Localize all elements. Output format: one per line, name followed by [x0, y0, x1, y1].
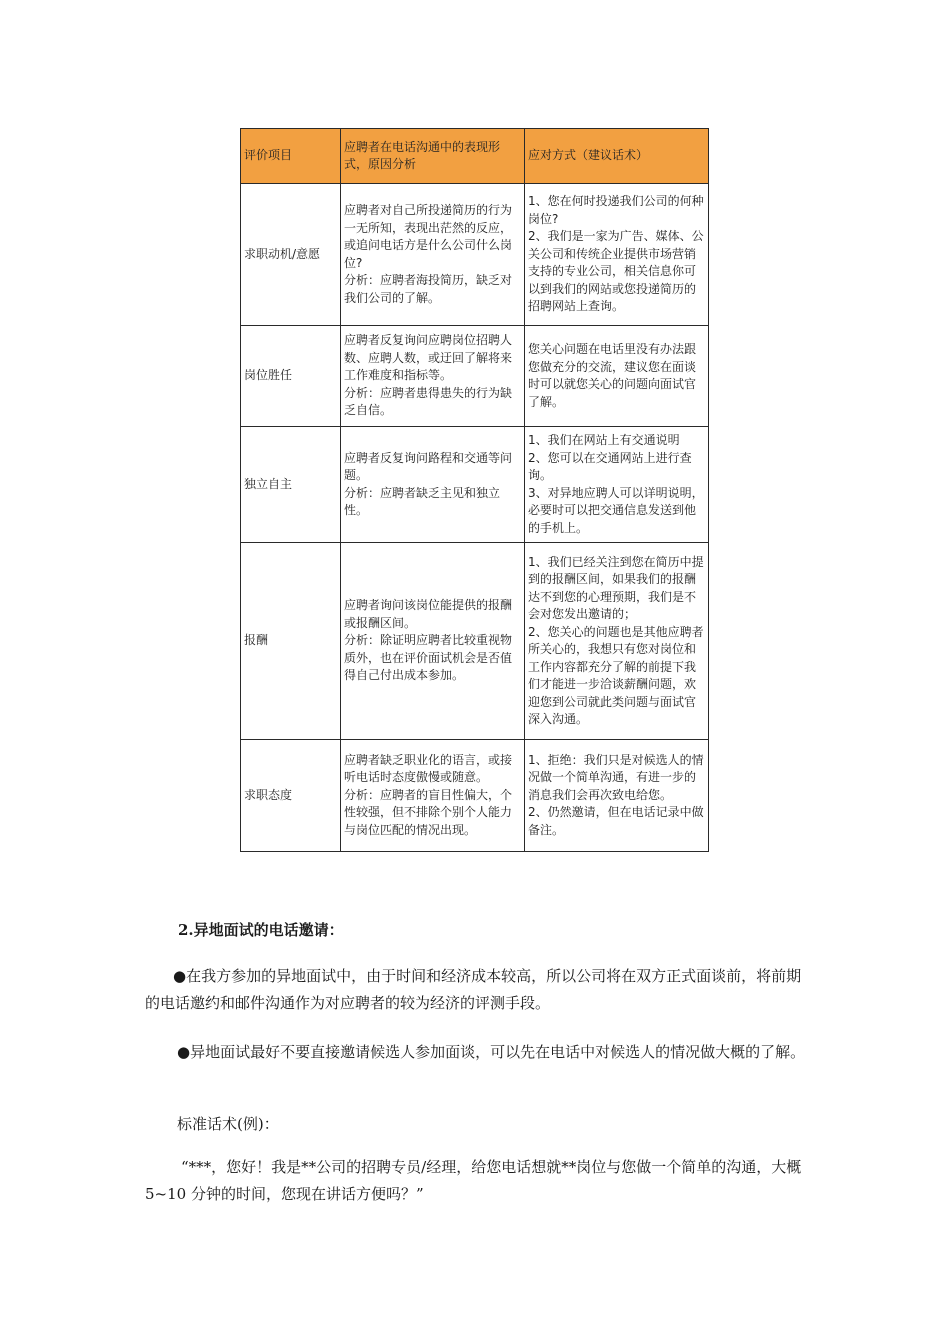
response-text: 1、我们已经关注到您在简历中提到的报酬区间，如果我们的报酬达不到您的心理预期，我们是不会对您发出邀请的；	[528, 554, 704, 621]
response-cell	[525, 543, 709, 740]
behavior-cell	[341, 427, 525, 543]
table-row	[241, 184, 709, 326]
table-row	[241, 326, 709, 427]
item-cell: 岗位胜任	[241, 326, 341, 427]
table-row	[241, 740, 709, 852]
behavior-text: 应聘者反复询问应聘岗位招聘人数、应聘人数，或迂回了解将来工作难度和指标等。	[344, 333, 513, 383]
response-cell	[525, 427, 709, 543]
behavior-cell	[341, 740, 525, 852]
bullet-paragraph: ●异地面试最好不要直接邀请候选人参加面谈，可以先在电话中对候选人的情况做大概的了解。	[177, 1043, 806, 1061]
behavior-cell	[341, 326, 525, 427]
item-cell: 独立自主	[241, 427, 341, 543]
item-cell: 求职态度	[241, 740, 341, 852]
behavior-text: 应聘者询问该岗位能提供的报酬或报酬区间。	[344, 598, 513, 630]
response-text: 3、对异地应聘人可以详明说明，必要时可以把交通信息发送到他的手机上。	[528, 485, 704, 535]
analysis-text: 分析：应聘者海投简历，缺乏对我们公司的了解。	[344, 273, 513, 305]
analysis-text: 分析：应聘者患得患失的行为缺乏自信。	[344, 385, 513, 418]
response-cell	[525, 184, 709, 326]
header-response: 应对方式（建议话术）	[525, 129, 709, 184]
analysis-text: 分析：应聘者缺乏主见和独立性。	[344, 485, 501, 517]
section-heading: 2.异地面试的电话邀请：	[178, 921, 344, 939]
behavior-cell	[341, 543, 525, 740]
behavior-text: 应聘者对自己所投递简历的行为一无所知，表现出茫然的反应，或追问电话方是什么公司什么岗位?	[344, 203, 513, 270]
response-cell	[525, 326, 709, 427]
analysis-text: 分析：应聘者的盲目性偏大，个性较强，但不排除个别个人能力与岗位匹配的情况出现。	[344, 787, 513, 837]
behavior-cell	[341, 184, 525, 326]
behavior-text: 应聘者反复询问路程和交通等问题。	[344, 450, 513, 482]
response-text: 1、您在何时投递我们公司的何种岗位?	[528, 194, 704, 226]
bullet-paragraph: ●在我方参加的异地面试中，由于时间和经济成本较高，所以公司将在双方正式面谈前，将前期的电话邀约和邮件沟通作为对应聘者的较为经济的评测手段。	[145, 967, 802, 1012]
response-text: 2、您可以在交通网站上进行查询。	[528, 450, 692, 482]
header-behavior: 应聘者在电话沟通中的表现形式，原因分析	[341, 129, 525, 184]
header-item: 评价项目	[241, 129, 341, 184]
response-text: 1、我们在网站上有交通说明	[528, 433, 680, 447]
example-script: “***，您好！我是**公司的招聘专员/经理，给您电话想就**岗位与您做一个简单的沟通，大概 5~10 分钟的时间，您现在讲话方便吗？”	[145, 1158, 802, 1203]
response-text: 2、仍然邀请，但在电话记录中做备注。	[528, 805, 704, 837]
response-text: 2、您关心的问题也是其他应聘者所关心的，我想只有您对岗位和工作内容都充分了解的前提下我们才能进一步洽谈薪酬问题，欢迎您到公司就此类问题与面试官深入沟通。	[528, 624, 704, 726]
behavior-text: 应聘者缺乏职业化的语言，或接听电话时态度傲慢或随意。	[344, 752, 513, 785]
analysis-text: 分析：除证明应聘者比较重视物质外，也在评价面试机会是否值得自己付出成本参加。	[344, 633, 513, 683]
evaluation-table	[240, 128, 709, 852]
response-cell	[525, 740, 709, 852]
response-text: 1、拒绝：我们只是对候选人的情况做一个简单沟通，有进一步的消息我们会再次致电给您。	[528, 752, 704, 802]
item-cell: 求职动机/意愿	[241, 184, 341, 326]
response-text: 您关心问题在电话里没有办法跟您做充分的交流，建议您在面谈时可以就您关心的问题向面试官了解。	[528, 342, 697, 409]
example-label: 标准话术(例)：	[177, 1115, 279, 1133]
response-text: 2、我们是一家为广告、媒体、公关公司和传统企业提供市场营销支持的专业公司，相关信息你可以到我们的网站或您投递简历的招聘网站上查询。	[528, 229, 704, 314]
table-row	[241, 427, 709, 543]
item-cell: 报酬	[241, 543, 341, 740]
table-header-row	[241, 129, 709, 184]
table-row	[241, 543, 709, 740]
